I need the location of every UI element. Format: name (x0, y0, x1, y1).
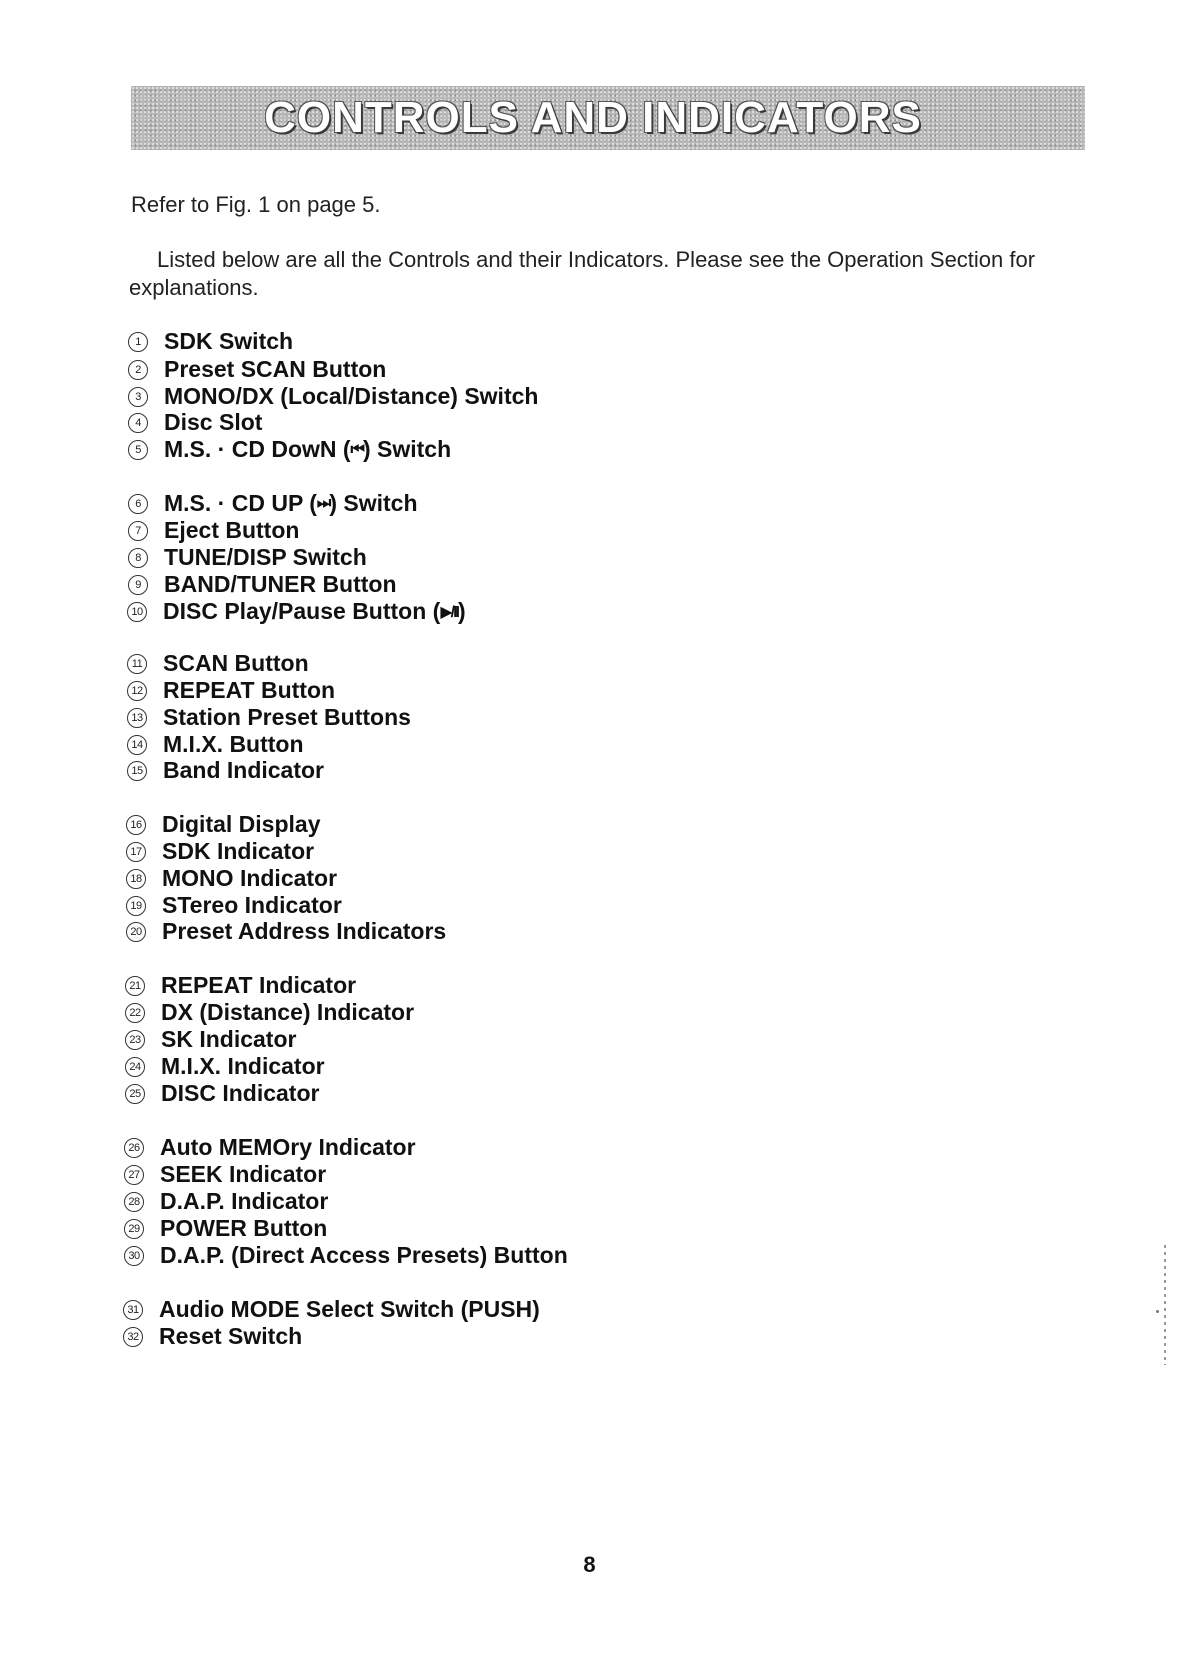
item-number: 17 (126, 842, 146, 862)
item-label: Eject Button (164, 517, 300, 543)
item-number: 13 (127, 708, 147, 728)
item-number: 26 (124, 1138, 144, 1158)
list-item (126, 892, 342, 919)
item-label: M.I.X. Button (163, 731, 304, 757)
item-label: DISC Indicator (161, 1080, 320, 1106)
list-item (125, 1053, 325, 1080)
item-label: DX (Distance) Indicator (161, 999, 415, 1025)
item-number: 15 (127, 761, 147, 781)
item-number: 1 (128, 332, 148, 352)
item-label: Disc Slot (164, 409, 263, 435)
item-number: 11 (127, 654, 147, 674)
list-item (126, 865, 337, 892)
item-number: 27 (124, 1165, 144, 1185)
item-label: Station Preset Buttons (163, 704, 411, 730)
list-item (123, 1323, 302, 1350)
list-item (126, 838, 314, 865)
list-item (127, 704, 411, 731)
item-number: 28 (124, 1192, 144, 1212)
item-number: 31 (123, 1300, 143, 1320)
item-label: BAND/TUNER Button (164, 571, 397, 597)
item-label: SEEK Indicator (160, 1161, 327, 1187)
section-title: CONTROLS AND INDICATORS (264, 93, 922, 142)
item-number: 21 (125, 976, 145, 996)
item-label-post: ) Switch (362, 436, 452, 462)
item-label-pre: M.S. · CD UP ( (164, 490, 317, 516)
item-number: 2 (128, 360, 148, 380)
list-item (128, 571, 397, 598)
item-number: 20 (126, 922, 146, 942)
list-item (127, 757, 324, 784)
list-item (127, 731, 304, 758)
item-label-pre: M.S. · CD DowN ( (164, 436, 351, 462)
item-label: Preset SCAN Button (164, 356, 387, 382)
list-item (127, 598, 466, 625)
item-number: 32 (123, 1327, 143, 1347)
item-label: Preset Address Indicators (162, 918, 447, 944)
item-number: 10 (127, 602, 147, 622)
item-number: 9 (128, 575, 148, 595)
list-item (128, 436, 451, 463)
list-item (124, 1215, 327, 1242)
list-item (124, 1188, 328, 1215)
item-label: D.A.P. Indicator (160, 1188, 329, 1214)
item-number: 23 (125, 1030, 145, 1050)
list-item (125, 999, 414, 1026)
item-label: TUNE/DISP Switch (164, 544, 367, 570)
play-pause-icon: ▶/II (440, 603, 458, 621)
item-label: D.A.P. (Direct Access Presets) Button (160, 1242, 568, 1268)
item-number: 30 (124, 1246, 144, 1266)
list-item (128, 383, 538, 410)
item-number: 16 (126, 815, 146, 835)
item-number: 4 (128, 413, 148, 433)
item-label-pre: DISC Play/Pause Button ( (163, 598, 441, 624)
skip-back-icon: ⏮ (350, 440, 363, 458)
item-label: M.I.X. Indicator (161, 1053, 325, 1079)
list-item (128, 409, 262, 436)
list-item (124, 1161, 326, 1188)
item-label: SK Indicator (161, 1026, 297, 1052)
list-item (126, 811, 320, 838)
page-number: 8 (583, 1552, 596, 1577)
item-label: Auto MEMOry Indicator (160, 1134, 416, 1160)
item-number: 3 (128, 387, 148, 407)
list-item (124, 1134, 416, 1161)
item-label: MONO Indicator (162, 865, 338, 891)
list-item (128, 356, 386, 383)
item-number: 29 (124, 1219, 144, 1239)
item-number: 19 (126, 896, 146, 916)
list-item (128, 328, 293, 355)
list-item (123, 1296, 540, 1323)
list-item (127, 650, 309, 677)
list-item (125, 972, 356, 999)
scan-edge-mark (1164, 1245, 1166, 1365)
item-number: 8 (128, 548, 148, 568)
list-item (128, 544, 367, 571)
item-label: Audio MODE Select Switch (PUSH) (159, 1296, 540, 1322)
item-number: 12 (127, 681, 147, 701)
item-number: 6 (128, 494, 148, 514)
scan-dust-mark (1156, 1310, 1159, 1313)
item-label: Band Indicator (163, 757, 325, 783)
intro-paragraph: Listed below are all the Controls and their Indicators. Please see the Operation Section for explanations. (129, 247, 1036, 300)
item-label: Digital Display (162, 811, 321, 837)
item-label: SDK Switch (164, 328, 294, 354)
skip-forward-icon: ⏭ (316, 494, 330, 512)
item-label: Reset Switch (159, 1323, 303, 1349)
item-number: 5 (128, 440, 148, 460)
list-item (127, 677, 335, 704)
item-label: SDK Indicator (162, 838, 315, 864)
section-title-banner (131, 86, 1085, 150)
item-number: 24 (125, 1057, 145, 1077)
item-number: 7 (128, 521, 148, 541)
list-item (126, 918, 446, 945)
item-number: 22 (125, 1003, 145, 1023)
list-item (128, 517, 299, 544)
item-label: REPEAT Button (163, 677, 336, 703)
item-label-post: ) Switch (329, 490, 418, 516)
item-number: 18 (126, 869, 146, 889)
item-label: MONO/DX (Local/Distance) Switch (164, 383, 539, 409)
item-label: REPEAT Indicator (161, 972, 357, 998)
item-label: POWER Button (160, 1215, 328, 1241)
list-item (128, 490, 418, 517)
item-label: SCAN Button (163, 650, 309, 676)
item-number: 25 (125, 1084, 145, 1104)
item-label-post: ) (457, 598, 466, 624)
list-item (125, 1026, 296, 1053)
list-item (124, 1242, 568, 1269)
item-label: STereo Indicator (162, 892, 342, 918)
reference-note: Refer to Fig. 1 on page 5. (131, 192, 381, 217)
item-number: 14 (127, 735, 147, 755)
list-item (125, 1080, 319, 1107)
